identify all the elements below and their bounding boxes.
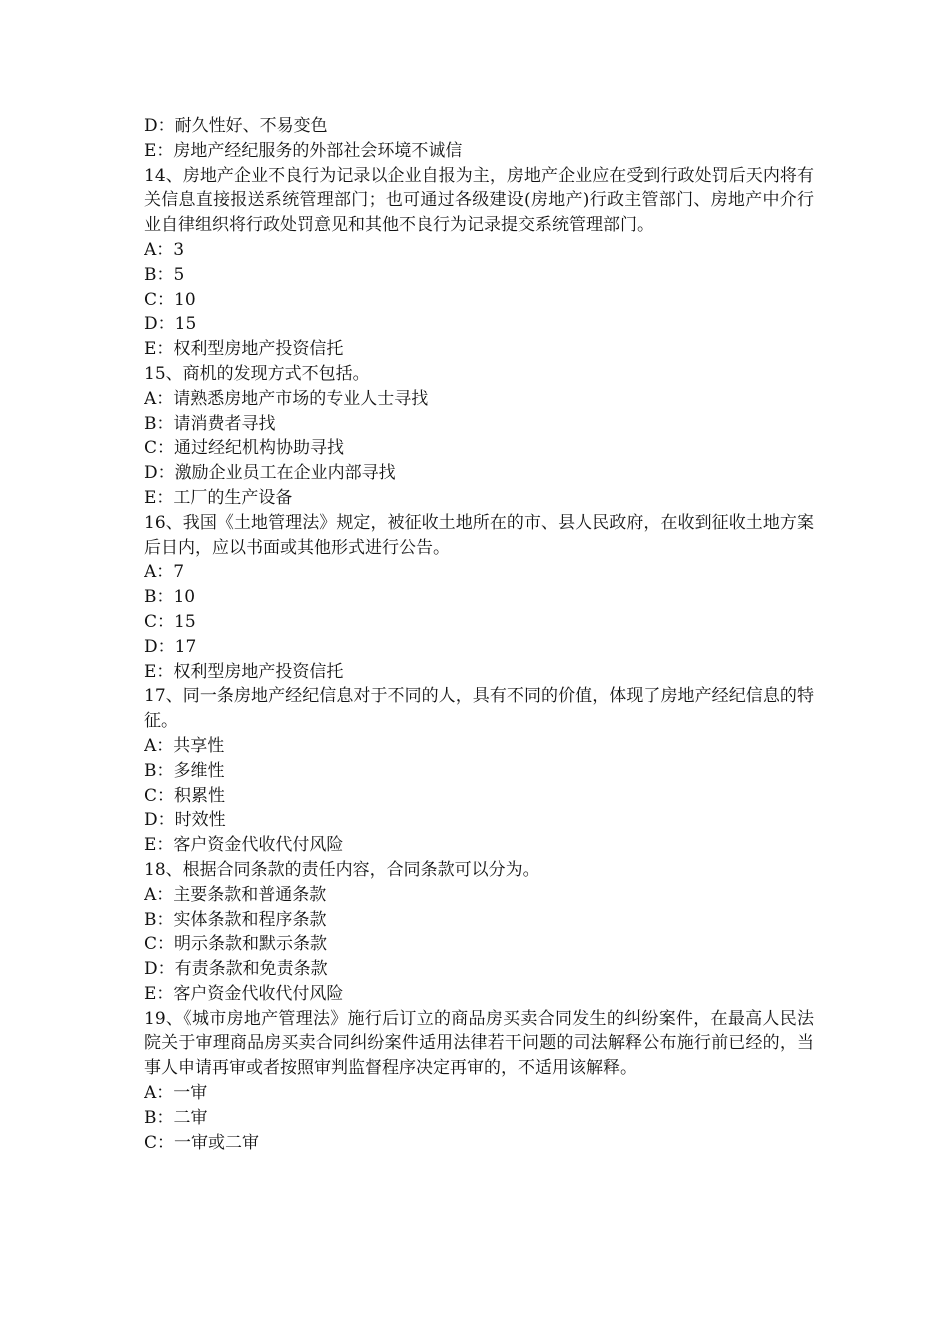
answer-option: A：7 [144, 562, 185, 583]
answer-option: D：17 [144, 636, 197, 657]
answer-option: A：共享性 [144, 735, 225, 756]
answer-option: B：实体条款和程序条款 [144, 909, 327, 930]
answer-option: B：二审 [144, 1107, 208, 1128]
answer-option: C：10 [144, 289, 196, 310]
answer-option: E：客户资金代收代付风险 [144, 835, 344, 856]
answer-option: D：有责条款和免责条款 [144, 959, 328, 980]
question-text: 17、同一条房地产经纪信息对于不同的人，具有不同的价值，体现了房地产经纪信息的特征。 [144, 686, 814, 732]
answer-option: D：耐久性好、不易变色 [144, 116, 328, 136]
answer-option: E：权利型房地产投资信托 [144, 339, 344, 360]
question-text: 14、房地产企业不良行为记录以企业自报为主，房地产企业应在受到行政处罚后天内将有关信息直接报送系统管理部门；也可通过各级建设(房地产)行政主管部门、房地产中介行业自律组织将行政处罚意见和其他不良行为记录提交系统管理部门。 [144, 165, 814, 236]
answer-option: C：明示条款和默示条款 [144, 934, 328, 955]
answer-option: A：请熟悉房地产市场的专业人士寻找 [144, 388, 429, 409]
answer-option: C：积累性 [144, 785, 226, 806]
answer-option: D：时效性 [144, 810, 226, 831]
question-text: 19、《城市房地产管理法》施行后订立的商品房买卖合同发生的纠纷案件，在最高人民法院关于审理商品房买卖合同纠纷案件适用法律若干问题的司法解释公布施行前已经的，当事人申请再审或者按照审判监督程序决定再审的，不适用该解释。 [144, 1008, 814, 1079]
question-text: 16、我国《土地管理法》规定，被征收土地所在的市、县人民政府，在收到征收土地方案后日内，应以书面或其他形式进行公告。 [144, 512, 814, 558]
answer-option: A：3 [144, 239, 185, 260]
answer-option: E：权利型房地产投资信托 [144, 661, 344, 682]
document-page [144, 114, 814, 1155]
answer-option: B：请消费者寻找 [144, 413, 276, 434]
answer-option: D：15 [144, 314, 197, 335]
answer-option: A：主要条款和普通条款 [144, 884, 327, 905]
answer-option: B：多维性 [144, 760, 225, 781]
answer-option: E：房地产经纪服务的外部社会环境不诚信 [144, 140, 463, 161]
answer-option: E：工厂的生产设备 [144, 487, 293, 508]
question-text: 18、根据合同条款的责任内容，合同条款可以分为。 [144, 859, 540, 880]
answer-option: C：通过经纪机构协助寻找 [144, 438, 345, 459]
answer-option: A：一审 [144, 1083, 208, 1104]
answer-option: C：15 [144, 611, 196, 632]
answer-option: C：一审或二审 [144, 1132, 260, 1153]
answer-option: D：激励企业员工在企业内部寻找 [144, 463, 396, 484]
answer-option: B：10 [144, 587, 196, 608]
answer-option: E：客户资金代收代付风险 [144, 983, 344, 1004]
question-text: 15、商机的发现方式不包括。 [144, 363, 370, 384]
answer-option: B：5 [144, 264, 185, 285]
